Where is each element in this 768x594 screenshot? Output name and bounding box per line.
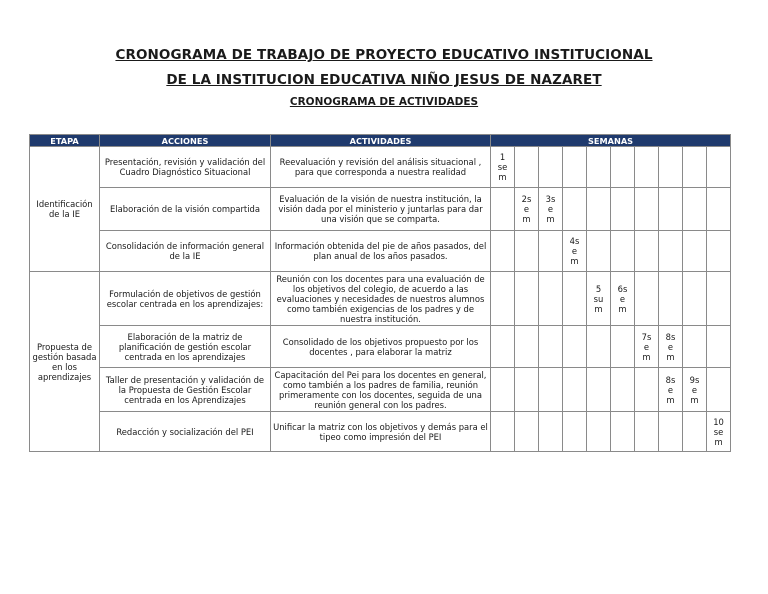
accion-cell: Formulación de objetivos de gestión escolar centrada en los aprendizajes: [100, 272, 271, 326]
table-row [30, 272, 731, 326]
header-etapa: ETAPA [30, 135, 100, 147]
week-cell: 3s e m [539, 188, 563, 231]
week-cell: 6s e m [611, 272, 635, 326]
week-cell: 1 se m [491, 147, 515, 188]
week-cell: 5 su m [587, 272, 611, 326]
week-cell: 2s e m [515, 188, 539, 231]
document-title-line-1: CRONOGRAMA DE TRABAJO DE PROYECTO EDUCATIVO INSTITUCIONAL [115, 47, 653, 63]
accion-cell: Taller de presentación y validación de la Propuesta de Gestión Escolar centrada en los Aprendizajes [100, 368, 271, 412]
accion-cell: Elaboración de la matriz de planificación de gestión escolar centrada en los aprendizajes [100, 326, 271, 368]
actividad-cell: Reunión con los docentes para una evaluación de los objetivos del colegio, de acuerdo a las evaluaciones y necesidades de nuestros alumnos como también exigencias de los padres y de nuestra institución. [271, 272, 491, 326]
table-header-row [30, 135, 731, 147]
actividad-cell: Consolidado de los objetivos propuesto por los docentes , para elaborar la matriz [271, 326, 491, 368]
document-subtitle: CRONOGRAMA DE ACTIVIDADES [289, 96, 479, 108]
accion-cell: Elaboración de la visión compartida [100, 188, 271, 231]
actividad-cell: Unificar la matriz con los objetivos y demás para el tipeo como impresión del PEI [271, 412, 491, 452]
actividad-cell: Evaluación de la visión de nuestra institución, la visión dada por el ministerio y juntarlas para dar una visión que se comparta. [271, 188, 491, 231]
week-cell: 8s e m [659, 326, 683, 368]
actividad-cell: Información obtenida del pie de años pasados, del plan anual de los años pasados. [271, 231, 491, 272]
actividad-cell: Reevaluación y revisión del análisis situacional , para que corresponda a nuestra realidad [271, 147, 491, 188]
stage-cell: Identificación de la IE [30, 147, 100, 272]
table-row [30, 188, 731, 231]
document-title-line-2: DE LA INSTITUCION EDUCATIVA NIÑO JESUS DE NAZARET [166, 72, 602, 88]
schedule-table [29, 134, 731, 452]
header-semanas: SEMANAS [491, 135, 731, 147]
accion-cell: Redacción y socialización del PEI [100, 412, 271, 452]
header-actividades: ACTIVIDADES [271, 135, 491, 147]
table-row [30, 231, 731, 272]
week-cell: 8s e m [659, 368, 683, 412]
table-row [30, 147, 731, 188]
table-row [30, 412, 731, 452]
accion-cell: Consolidación de información general de la IE [100, 231, 271, 272]
table-row [30, 326, 731, 368]
week-cell: 10 se m [707, 412, 731, 452]
stage-cell: Propuesta de gestión basada en los aprendizajes [30, 272, 100, 452]
week-cell: 7s e m [635, 326, 659, 368]
header-acciones: ACCIONES [100, 135, 271, 147]
actividad-cell: Capacitación del Pei para los docentes en general, como también a los padres de familia, reunión primeramente con los docentes, seguida de una reunión general con los padres. [271, 368, 491, 412]
week-cell: 4s e m [563, 231, 587, 272]
accion-cell: Presentación, revisión y validación del Cuadro Diagnóstico Situacional [100, 147, 271, 188]
week-cell: 9s e m [683, 368, 707, 412]
table-row [30, 368, 731, 412]
